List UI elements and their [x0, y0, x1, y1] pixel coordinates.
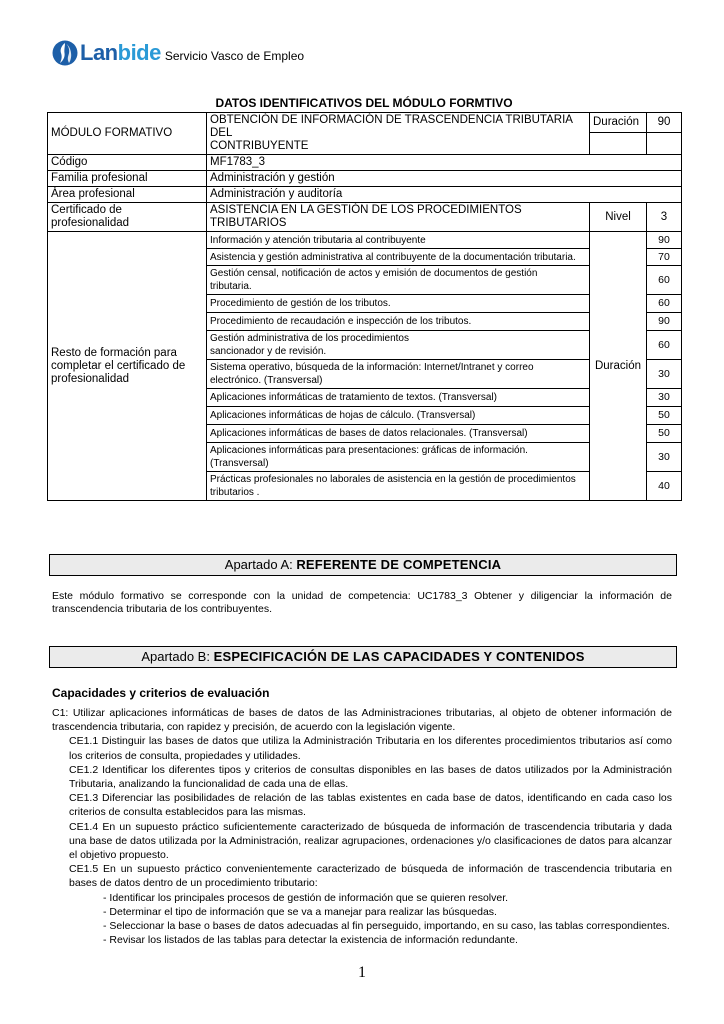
section-b-heading: [49, 646, 677, 668]
resto-item: Prácticas profesionales no laborales de asistencia en la gestión de procedimientos tributarios .: [207, 472, 590, 501]
table-row: [48, 113, 682, 133]
resto-hours: 90: [647, 232, 682, 249]
duracion-value: 90: [647, 113, 682, 133]
lanbide-logo: [52, 40, 304, 66]
section-a-title: REFERENTE DE COMPETENCIA: [296, 557, 502, 572]
table-row: [48, 232, 682, 249]
capacidades-heading: Capacidades y criterios de evaluación: [52, 686, 270, 700]
nivel-value: 3: [647, 203, 682, 232]
label-area: Área profesional: [48, 187, 207, 203]
resto-item: Gestión administrativa de los procedimientos sancionador y de revisión.: [207, 331, 590, 360]
section-a-text: Este módulo formativo se corresponde con la unidad de competencia: UC1783_3 Obtener y diligenciar la información de transcendencia tributaria de los contribuyentes.: [52, 590, 672, 615]
list-item: - Revisar los listados de las tablas para detectar la existencia de información redundante.: [103, 934, 518, 947]
resto-item: Gestión censal, notificación de actos y emisión de documentos de gestión tributaria.: [207, 266, 590, 295]
resto-hours: 40: [647, 472, 682, 501]
capacidades-body: [52, 706, 672, 947]
logo-wordmark: Lanbide: [80, 40, 161, 65]
resto-hours: 60: [647, 266, 682, 295]
resto-hours: 30: [647, 389, 682, 407]
familia-value: Administración y gestión: [207, 171, 682, 187]
label-modulo: MÓDULO FORMATIVO: [48, 113, 207, 155]
label-certificado: Certificado de profesionalidad: [48, 203, 207, 232]
resto-item: Asistencia y gestión administrativa al contribuyente de la documentación tributaria.: [207, 249, 590, 266]
resto-hours: 60: [647, 331, 682, 360]
criterio-ce1-1: CE1.1 Distinguir las bases de datos que utiliza la Administración Tributaria en los diferentes procedimientos tributarios así como los criterios de consulta, propiedades y utilidades.: [69, 735, 672, 762]
resto-hours: 60: [647, 295, 682, 313]
table-row: [48, 203, 682, 232]
capacidad-c1: C1: Utilizar aplicaciones informáticas de bases de datos de las Administraciones tributarias, al objeto de obtener información de trascendencia tributaria, con rapidez y precisión, de acuerdo con la legislación vigente.: [52, 707, 672, 734]
list-item: - Seleccionar la base o bases de datos adecuadas al fin perseguido, importando, en su caso, las tablas correspondientes.: [103, 920, 670, 933]
resto-item: Aplicaciones informáticas de bases de datos relacionales. (Transversal): [207, 425, 590, 443]
resto-hours: 50: [647, 425, 682, 443]
table-row: [48, 187, 682, 203]
table-row: [48, 171, 682, 187]
resto-item: Aplicaciones informáticas de hojas de cálculo. (Transversal): [207, 407, 590, 425]
resto-hours: 30: [647, 443, 682, 472]
empty-cell: [647, 133, 682, 155]
codigo-value: MF1783_3: [207, 155, 682, 171]
list-item: - Identificar los principales procesos de gestión de información que se quieren resolver.: [103, 891, 509, 904]
section-a-heading: [49, 554, 677, 576]
table-row: [48, 155, 682, 171]
criterio-ce1-5: CE1.5 En un supuesto práctico convenientemente caracterizado de búsqueda de información de trascendencia tributaria en bases de datos dentro de un procedimiento tributario:: [69, 863, 672, 890]
resto-item: Aplicaciones informáticas de tratamiento de textos. (Transversal): [207, 389, 590, 407]
criterio-ce1-4: CE1.4 En un supuesto práctico suficientemente caracterizado de búsqueda de información de trascendencia tributaria y dada una base de datos utilizada por la Administración, realizar agrupaciones, ordenaciones y/o clasificaciones de datos para alcanzar el objetivo propuesto.: [69, 820, 672, 862]
section-b-title: ESPECIFICACIÓN DE LAS CAPACIDADES Y CONTENIDOS: [213, 649, 585, 664]
resto-item: Procedimiento de recaudación e inspección de los tributos.: [207, 313, 590, 331]
lanbide-logo-icon: [52, 40, 78, 66]
label-familia: Familia profesional: [48, 171, 207, 187]
label-duracion: Duración: [590, 113, 647, 133]
module-table: [47, 112, 682, 501]
empty-cell: [590, 133, 647, 155]
resto-hours: 30: [647, 360, 682, 389]
label-duracion-resto: Duración: [590, 232, 647, 501]
section-a-prefix: Apartado A:: [224, 557, 297, 572]
resto-item: Información y atención tributaria al contribuyente: [207, 232, 590, 249]
label-nivel: Nivel: [590, 203, 647, 232]
resto-hours: 70: [647, 249, 682, 266]
certificado-value: ASISTENCIA EN LA GESTIÓN DE LOS PROCEDIMIENTOS TRIBUTARIOS: [207, 203, 590, 232]
criterio-ce1-2: CE1.2 Identificar los diferentes tipos y criterios de consultas disponibles en las bases de datos utilizados por la Administración Tributaria, analizando la funcionalidad de cada una de ellas.: [69, 763, 672, 791]
label-codigo: Código: [48, 155, 207, 171]
area-value: Administración y auditoría: [207, 187, 682, 203]
resto-hours: 50: [647, 407, 682, 425]
logo-subtitle: Servicio Vasco de Empleo: [164, 49, 305, 63]
page-number: 1: [358, 964, 366, 981]
section-b-prefix: Apartado B:: [141, 649, 214, 664]
modulo-name: OBTENCIÓN DE INFORMACIÓN DE TRASCENDENCIA TRIBUTARIA DEL CONTRIBUYENTE: [207, 113, 590, 155]
resto-item: Sistema operativo, búsqueda de la información: Internet/Intranet y correo electrónico. (Transversal): [207, 360, 590, 389]
label-resto: Resto de formación para completar el certificado de profesionalidad: [48, 232, 207, 501]
criterio-ce1-3: CE1.3 Diferenciar las posibilidades de relación de las tablas existentes en cada base de datos, identificando en cada caso los criterios de consulta establecidos para las mismas.: [69, 792, 672, 819]
list-item: - Determinar el tipo de información que se va a manejar para realizar las búsquedas.: [103, 905, 497, 918]
resto-item: Aplicaciones informáticas para presentaciones: gráficas de información. (Transversal): [207, 443, 590, 472]
page-title: DATOS IDENTIFICATIVOS DEL MÓDULO FORMTIVO: [215, 96, 513, 110]
resto-hours: 90: [647, 313, 682, 331]
resto-item: Procedimiento de gestión de los tributos.: [207, 295, 590, 313]
